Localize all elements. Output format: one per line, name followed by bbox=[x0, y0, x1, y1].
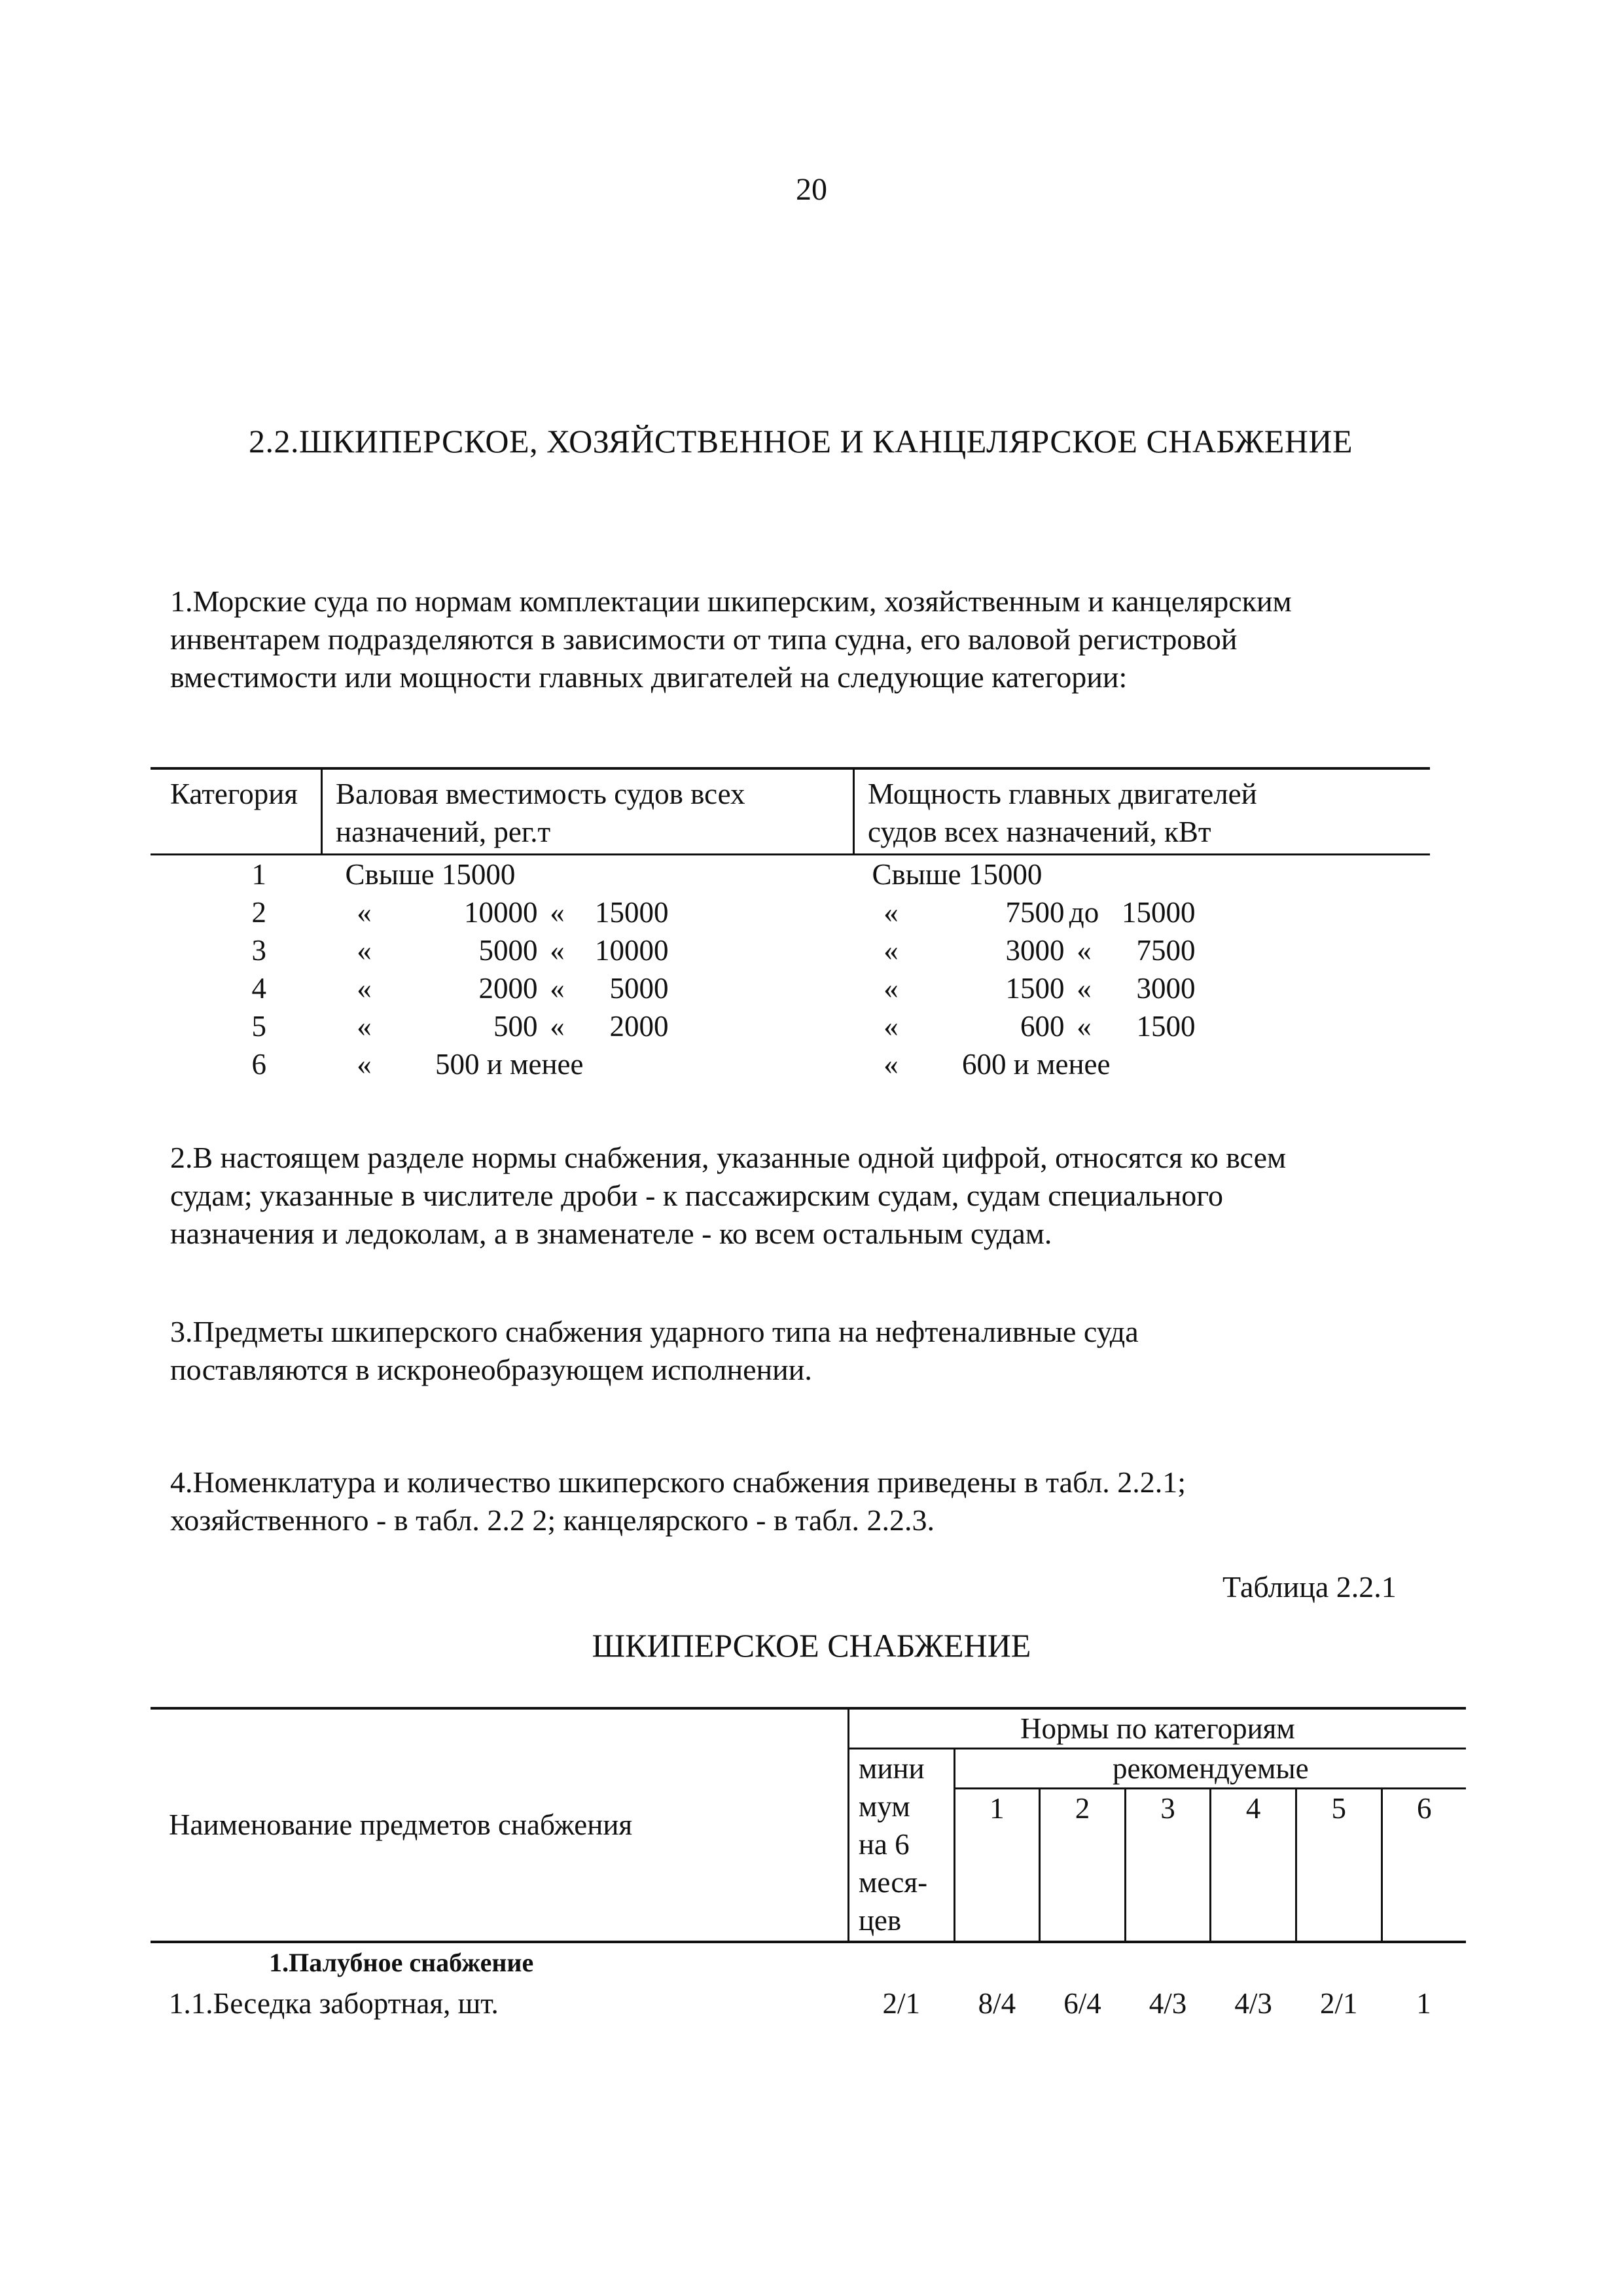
category-value: 1 bbox=[1416, 1986, 1431, 2020]
header-item-name: Наименование предметов снабжения bbox=[151, 1708, 848, 1941]
item-name: 1.1.Беседка забортная, шт. bbox=[169, 1986, 499, 2020]
header-category-1: 1 bbox=[954, 1789, 1040, 1941]
tonnage-from: 2000 bbox=[478, 972, 538, 1005]
tonnage-to: 15000 bbox=[595, 896, 669, 929]
power-to: 7500 bbox=[1136, 934, 1196, 967]
tonnage-value: Свыше 15000 bbox=[345, 858, 516, 891]
category-cell: 4 bbox=[251, 972, 266, 1005]
header-minimum-line: цев bbox=[858, 1904, 902, 1937]
paragraph-line: назначения и ледоколам, а в знаменателе - ко всем остальным судам. bbox=[170, 1217, 1052, 1250]
ditto-mark: « bbox=[550, 934, 565, 967]
ditto-mark: « bbox=[883, 1010, 899, 1043]
tonnage-cell bbox=[322, 1007, 854, 1045]
header-norms: Нормы по категориям bbox=[848, 1708, 1466, 1749]
header-tonnage-line: назначений, рег.т bbox=[336, 816, 551, 848]
tonnage-cell bbox=[322, 931, 854, 969]
paragraph-4 bbox=[170, 1463, 1479, 1539]
header-recommended: рекомендуемые bbox=[954, 1749, 1466, 1789]
header-category-3: 3 bbox=[1125, 1789, 1211, 1941]
power-from: 7500 bbox=[1005, 896, 1065, 929]
table-row bbox=[151, 931, 1430, 969]
paragraph-line: 3.Предметы шкиперского снабжения ударного типа на нефтеналивные суда bbox=[170, 1315, 1139, 1348]
tonnage-from: 500 и менее bbox=[435, 1048, 584, 1081]
power-cell bbox=[854, 931, 1431, 969]
tonnage-cell bbox=[322, 969, 854, 1007]
ditto-mark: « bbox=[550, 1010, 565, 1043]
header-minimum-line: меся- bbox=[858, 1866, 928, 1899]
header-category-2: 2 bbox=[1040, 1789, 1126, 1941]
paragraph-line: 2.В настоящем разделе нормы снабжения, указанные одной цифрой, относятся ко всем bbox=[170, 1141, 1287, 1174]
ditto-mark: « bbox=[357, 896, 372, 929]
power-to: 15000 bbox=[1122, 896, 1196, 929]
minimum-value: 2/1 bbox=[882, 1986, 920, 2020]
paragraph-line: 1.Морские суда по нормам комплектации шкиперским, хозяйственным и канцелярским bbox=[170, 584, 1292, 618]
table-row bbox=[151, 855, 1430, 894]
header-category-5: 5 bbox=[1296, 1789, 1382, 1941]
paragraph-line: 4.Номенклатура и количество шкиперского снабжения приведены в табл. 2.2.1; bbox=[170, 1465, 1186, 1499]
ditto-mark: « bbox=[883, 934, 899, 967]
power-from: 1500 bbox=[1005, 972, 1065, 1005]
paragraph-line: хозяйственного - в табл. 2.2 2; канцелярского - в табл. 2.2.3. bbox=[170, 1503, 935, 1537]
header-power-line: Мощность главных двигателей bbox=[868, 778, 1257, 810]
header-tonnage bbox=[322, 768, 854, 855]
power-cell bbox=[854, 969, 1431, 1007]
header-minimum-line: мум bbox=[858, 1790, 910, 1823]
ditto-mark: « bbox=[1077, 972, 1092, 1005]
supply-table bbox=[151, 1707, 1466, 2024]
paragraph-3 bbox=[170, 1313, 1479, 1389]
ditto-mark: « bbox=[357, 1048, 372, 1081]
category-cell: 6 bbox=[251, 1048, 266, 1081]
table-title: ШКИПЕРСКОЕ СНАБЖЕНИЕ bbox=[592, 1627, 1031, 1664]
category-cell: 5 bbox=[251, 1010, 266, 1043]
category-table bbox=[151, 767, 1430, 1083]
power-from: 3000 bbox=[1005, 934, 1065, 967]
header-minimum-line: на 6 bbox=[858, 1828, 910, 1861]
header-minimum-line: мини bbox=[858, 1752, 925, 1785]
category-cell: 3 bbox=[251, 934, 266, 967]
tonnage-cell bbox=[322, 1045, 854, 1083]
ditto-mark: « bbox=[357, 1010, 372, 1043]
table-row bbox=[151, 893, 1430, 931]
tonnage-from: 500 bbox=[493, 1010, 538, 1043]
paragraph-2 bbox=[170, 1139, 1479, 1253]
paragraph-line: судам; указанные в числителе дроби - к пассажирским судам, судам специального bbox=[170, 1179, 1223, 1212]
tonnage-cell bbox=[322, 855, 854, 894]
ditto-mark: « bbox=[550, 972, 565, 1005]
paragraph-line: вместимости или мощности главных двигателей на следующие категории: bbox=[170, 660, 1128, 694]
header-power bbox=[854, 768, 1431, 855]
page-number: 20 bbox=[796, 172, 827, 207]
header-category: Категория bbox=[151, 768, 322, 855]
tonnage-from: 5000 bbox=[478, 934, 538, 967]
tonnage-cell bbox=[322, 893, 854, 931]
tonnage-from: 10000 bbox=[464, 896, 538, 929]
paragraph-line: инвентарем подразделяются в зависимости от типа судна, его валовой регистровой bbox=[170, 622, 1238, 656]
category-value: 6/4 bbox=[1063, 1986, 1101, 2020]
table-row bbox=[151, 1007, 1430, 1045]
ditto-mark: « bbox=[1077, 934, 1092, 967]
table-number: Таблица 2.2.1 bbox=[1222, 1570, 1397, 1604]
ditto-mark: « bbox=[883, 1048, 899, 1081]
range-word: до bbox=[1069, 896, 1099, 929]
table-row bbox=[151, 1045, 1430, 1083]
ditto-mark: « bbox=[357, 972, 372, 1005]
section-heading: 2.2.ШКИПЕРСКОЕ, ХОЗЯЙСТВЕННОЕ И КАНЦЕЛЯРСКОЕ СНАБЖЕНИЕ bbox=[249, 423, 1353, 459]
category-value: 8/4 bbox=[978, 1986, 1016, 2020]
paragraph-line: поставляются в искронеобразующем исполнении. bbox=[170, 1353, 812, 1386]
ditto-mark: « bbox=[883, 896, 899, 929]
category-value: 4/3 bbox=[1234, 1986, 1272, 2020]
power-to: 3000 bbox=[1136, 972, 1196, 1005]
power-cell bbox=[854, 855, 1431, 894]
paragraph-1 bbox=[170, 583, 1479, 696]
header-tonnage-line: Валовая вместимость судов всех bbox=[336, 778, 745, 810]
power-from: 600 и менее bbox=[961, 1048, 1111, 1081]
power-cell bbox=[854, 893, 1431, 931]
header-minimum bbox=[848, 1749, 954, 1941]
ditto-mark: « bbox=[1077, 1010, 1092, 1043]
power-cell bbox=[854, 1007, 1431, 1045]
header-category-6: 6 bbox=[1382, 1789, 1466, 1941]
category-value: 2/1 bbox=[1319, 1986, 1358, 2020]
table-row bbox=[151, 1982, 1466, 2024]
power-cell bbox=[854, 1045, 1431, 1083]
header-category-4: 4 bbox=[1211, 1789, 1296, 1941]
category-cell: 2 bbox=[251, 896, 266, 929]
tonnage-to: 10000 bbox=[595, 934, 669, 967]
category-value: 4/3 bbox=[1149, 1986, 1187, 2020]
power-to: 1500 bbox=[1136, 1010, 1196, 1043]
power-value: Свыше 15000 bbox=[872, 858, 1043, 891]
power-from: 600 bbox=[1020, 1010, 1065, 1043]
ditto-mark: « bbox=[550, 896, 565, 929]
section-title: 1.Палубное снабжение bbox=[269, 1947, 534, 1977]
ditto-mark: « bbox=[883, 972, 899, 1005]
category-cell: 1 bbox=[251, 858, 266, 891]
table-row bbox=[151, 969, 1430, 1007]
tonnage-to: 5000 bbox=[609, 972, 669, 1005]
tonnage-to: 2000 bbox=[609, 1010, 669, 1043]
header-power-line: судов всех назначений, кВт bbox=[868, 816, 1211, 848]
ditto-mark: « bbox=[357, 934, 372, 967]
